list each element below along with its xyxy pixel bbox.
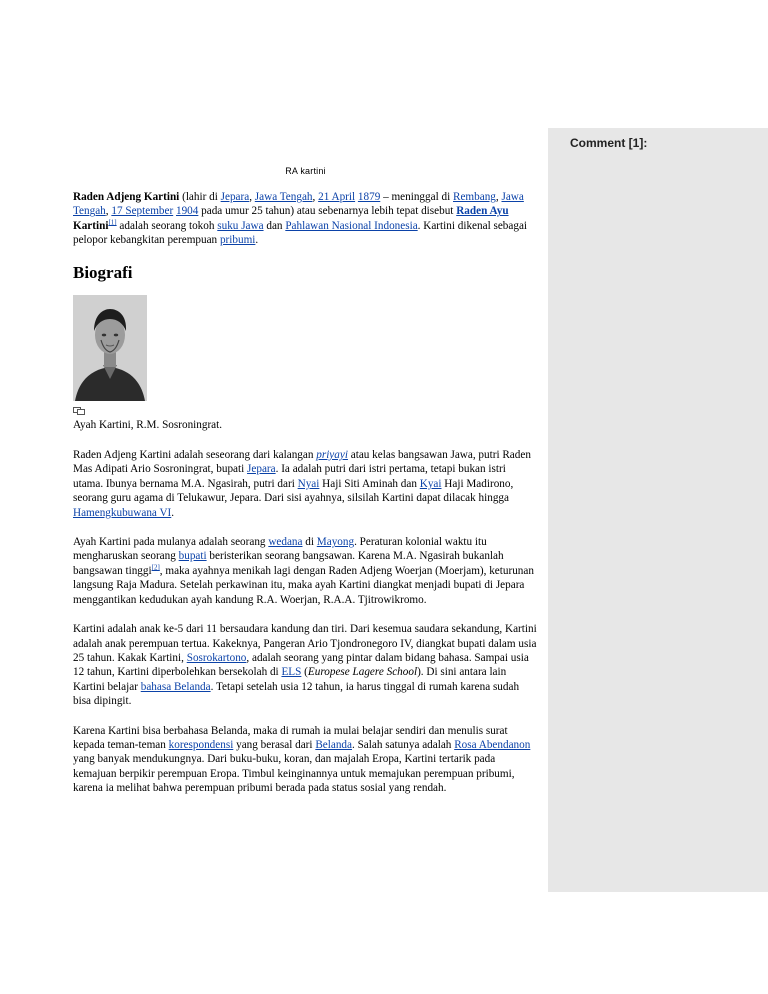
person-name: Raden Adjeng Kartini [73, 191, 180, 203]
photo-caption: Ayah Kartini, R.M. Sosroningrat. [73, 418, 223, 431]
comment-label: Comment [1]: [570, 136, 648, 150]
link-pahlawan-nasional[interactable]: Pahlawan Nasional Indonesia [285, 219, 418, 232]
portrait-photo[interactable] [73, 295, 147, 401]
portrait-image [73, 295, 147, 401]
link-kyai[interactable]: Kyai [419, 477, 442, 490]
link-raden-ayu[interactable]: Raden Ayu [456, 205, 509, 218]
document-body [73, 166, 538, 811]
paragraph-2: Ayah Kartini pada mulanya adalah seorang wedana di Mayong. Peraturan kolonial waktu itu mengharuskan seorang bupati beristerikan seorang bangsawan. Karena M.A. Ngasirah bukanlah bangsawan tinggi[2], maka ayahnya menikah lagi dengan Raden Adjeng Woerjan (Moerjam), keturunan langsung Raja Madura. Setelah perkawinan itu, maka ayah Kartini diangkat menjadi bupati di Jepara menggantikan kedudukan ayah kandung R.A. Woerjan, R.A.A. Tjitrowikromo. [73, 536, 534, 606]
paragraph-1: Raden Adjeng Kartini adalah seseorang dari kalangan priyayi atau kelas bangsawan Jawa, putri Raden Mas Adipati Ario Sosroningrat, bupati Jepara. Ia adalah putri dari istri pertama, tetapi bukan istri utama. Ibunya bernama M.A. Ngasirah, putri dari Nyai Haji Siti Aminah dan Kyai Haji Madirono, seorang guru agama di Telukawur, Jepara. Dari sisi ayahnya, silsilah Kartini dapat dilacak hingga Hamengkubuwana VI. [73, 449, 531, 519]
link-wedana[interactable]: wedana [268, 536, 303, 549]
link-17-september[interactable]: 17 September [111, 205, 174, 218]
link-jepara[interactable]: Jepara [220, 191, 250, 203]
link-rembang[interactable]: Rembang [453, 191, 496, 203]
europese-lagere-school: Europese Lagere School [307, 666, 418, 679]
reference-1[interactable]: [1] [108, 218, 117, 227]
intro-paragraph: Raden Adjeng Kartini (lahir di Jepara, Jawa Tengah, 21 April 1879 – meninggal di Rembang, Jawa Tengah, 17 September 1904 pada umur 25 tahun) atau sebenarnya lebih tepat disebut Raden Ayu Kartini[1] adalah seorang tokoh suku Jawa dan Pahlawan Nasional Indonesia. Kartini dikenal sebagai pelopor kebangkitan perempuan pribumi. [73, 191, 528, 247]
link-nyai[interactable]: Nyai [297, 477, 320, 490]
document-title: RA kartini [285, 166, 326, 176]
link-jawa-tengah[interactable]: Jawa Tengah [254, 191, 313, 203]
link-bupati[interactable]: bupati [178, 550, 207, 563]
link-bahasa-belanda[interactable]: bahasa Belanda [140, 680, 211, 693]
link-rosa-abendanon[interactable]: Rosa Abendanon [454, 738, 531, 751]
paragraph-4: Karena Kartini bisa berbahasa Belanda, maka di rumah ia mulai belajar sendiri dan menulis surat kepada teman-teman korespondensi yang berasal dari Belanda. Salah satunya adalah Rosa Abendanon yang banyak mendukungnya. Dari buku-buku, koran, dan majalah Eropa, Kartini tertarik pada kemajuan berpikir perempuan Eropa. Timbul keinginannya untuk memajukan perempuan pribumi, karena ia melihat bahwa perempuan pribumi berada pada status sosial yang rendah. [73, 724, 531, 795]
link-belanda[interactable]: Belanda [315, 738, 352, 751]
link-korespondensi[interactable]: korespondensi [168, 738, 234, 751]
reference-2[interactable]: [2] [151, 563, 160, 572]
link-priyayi[interactable]: priyayi [316, 449, 348, 462]
link-sosrokartono[interactable]: Sosrokartono [186, 651, 247, 664]
link-1879[interactable]: 1879 [357, 191, 381, 203]
link-mayong[interactable]: Mayong [316, 536, 355, 549]
link-els[interactable]: ELS [281, 666, 302, 679]
link-hamengkubuwana[interactable]: Hamengkubuwana VI [73, 506, 172, 519]
link-jawa-tengah-2[interactable]: Jawa Tengah [73, 191, 524, 218]
link-suku-jawa[interactable]: suku Jawa [217, 219, 264, 232]
enlarge-icon[interactable] [73, 407, 85, 415]
link-21-april[interactable]: 21 April [318, 191, 356, 203]
link-jepara-2[interactable]: Jepara [247, 463, 276, 476]
link-1904[interactable]: 1904 [175, 205, 199, 218]
comment-pane [548, 128, 768, 892]
section-heading-biografi: Biografi [73, 262, 133, 282]
link-pribumi[interactable]: pribumi [219, 234, 256, 247]
paragraph-3: Kartini adalah anak ke-5 dari 11 bersaudara kandung dan tiri. Dari kesemua saudara sekandung, Kartini adalah anak perempuan tertua. Kakeknya, Pangeran Ario Tjondronegoro IV, diangkat bupati dalam usia 25 tahun. Kakak Kartini, Sosrokartono, adalah seorang yang pintar dalam bidang bahasa. Sampai usia 12 tahun, Kartini diperbolehkan bersekolah di ELS (Europese Lagere School). Di sini antara lain Kartini belajar bahasa Belanda. Tetapi setelah usia 12 tahun, ia harus tinggal di rumah karena sudah bisa dipingit. [73, 623, 537, 708]
